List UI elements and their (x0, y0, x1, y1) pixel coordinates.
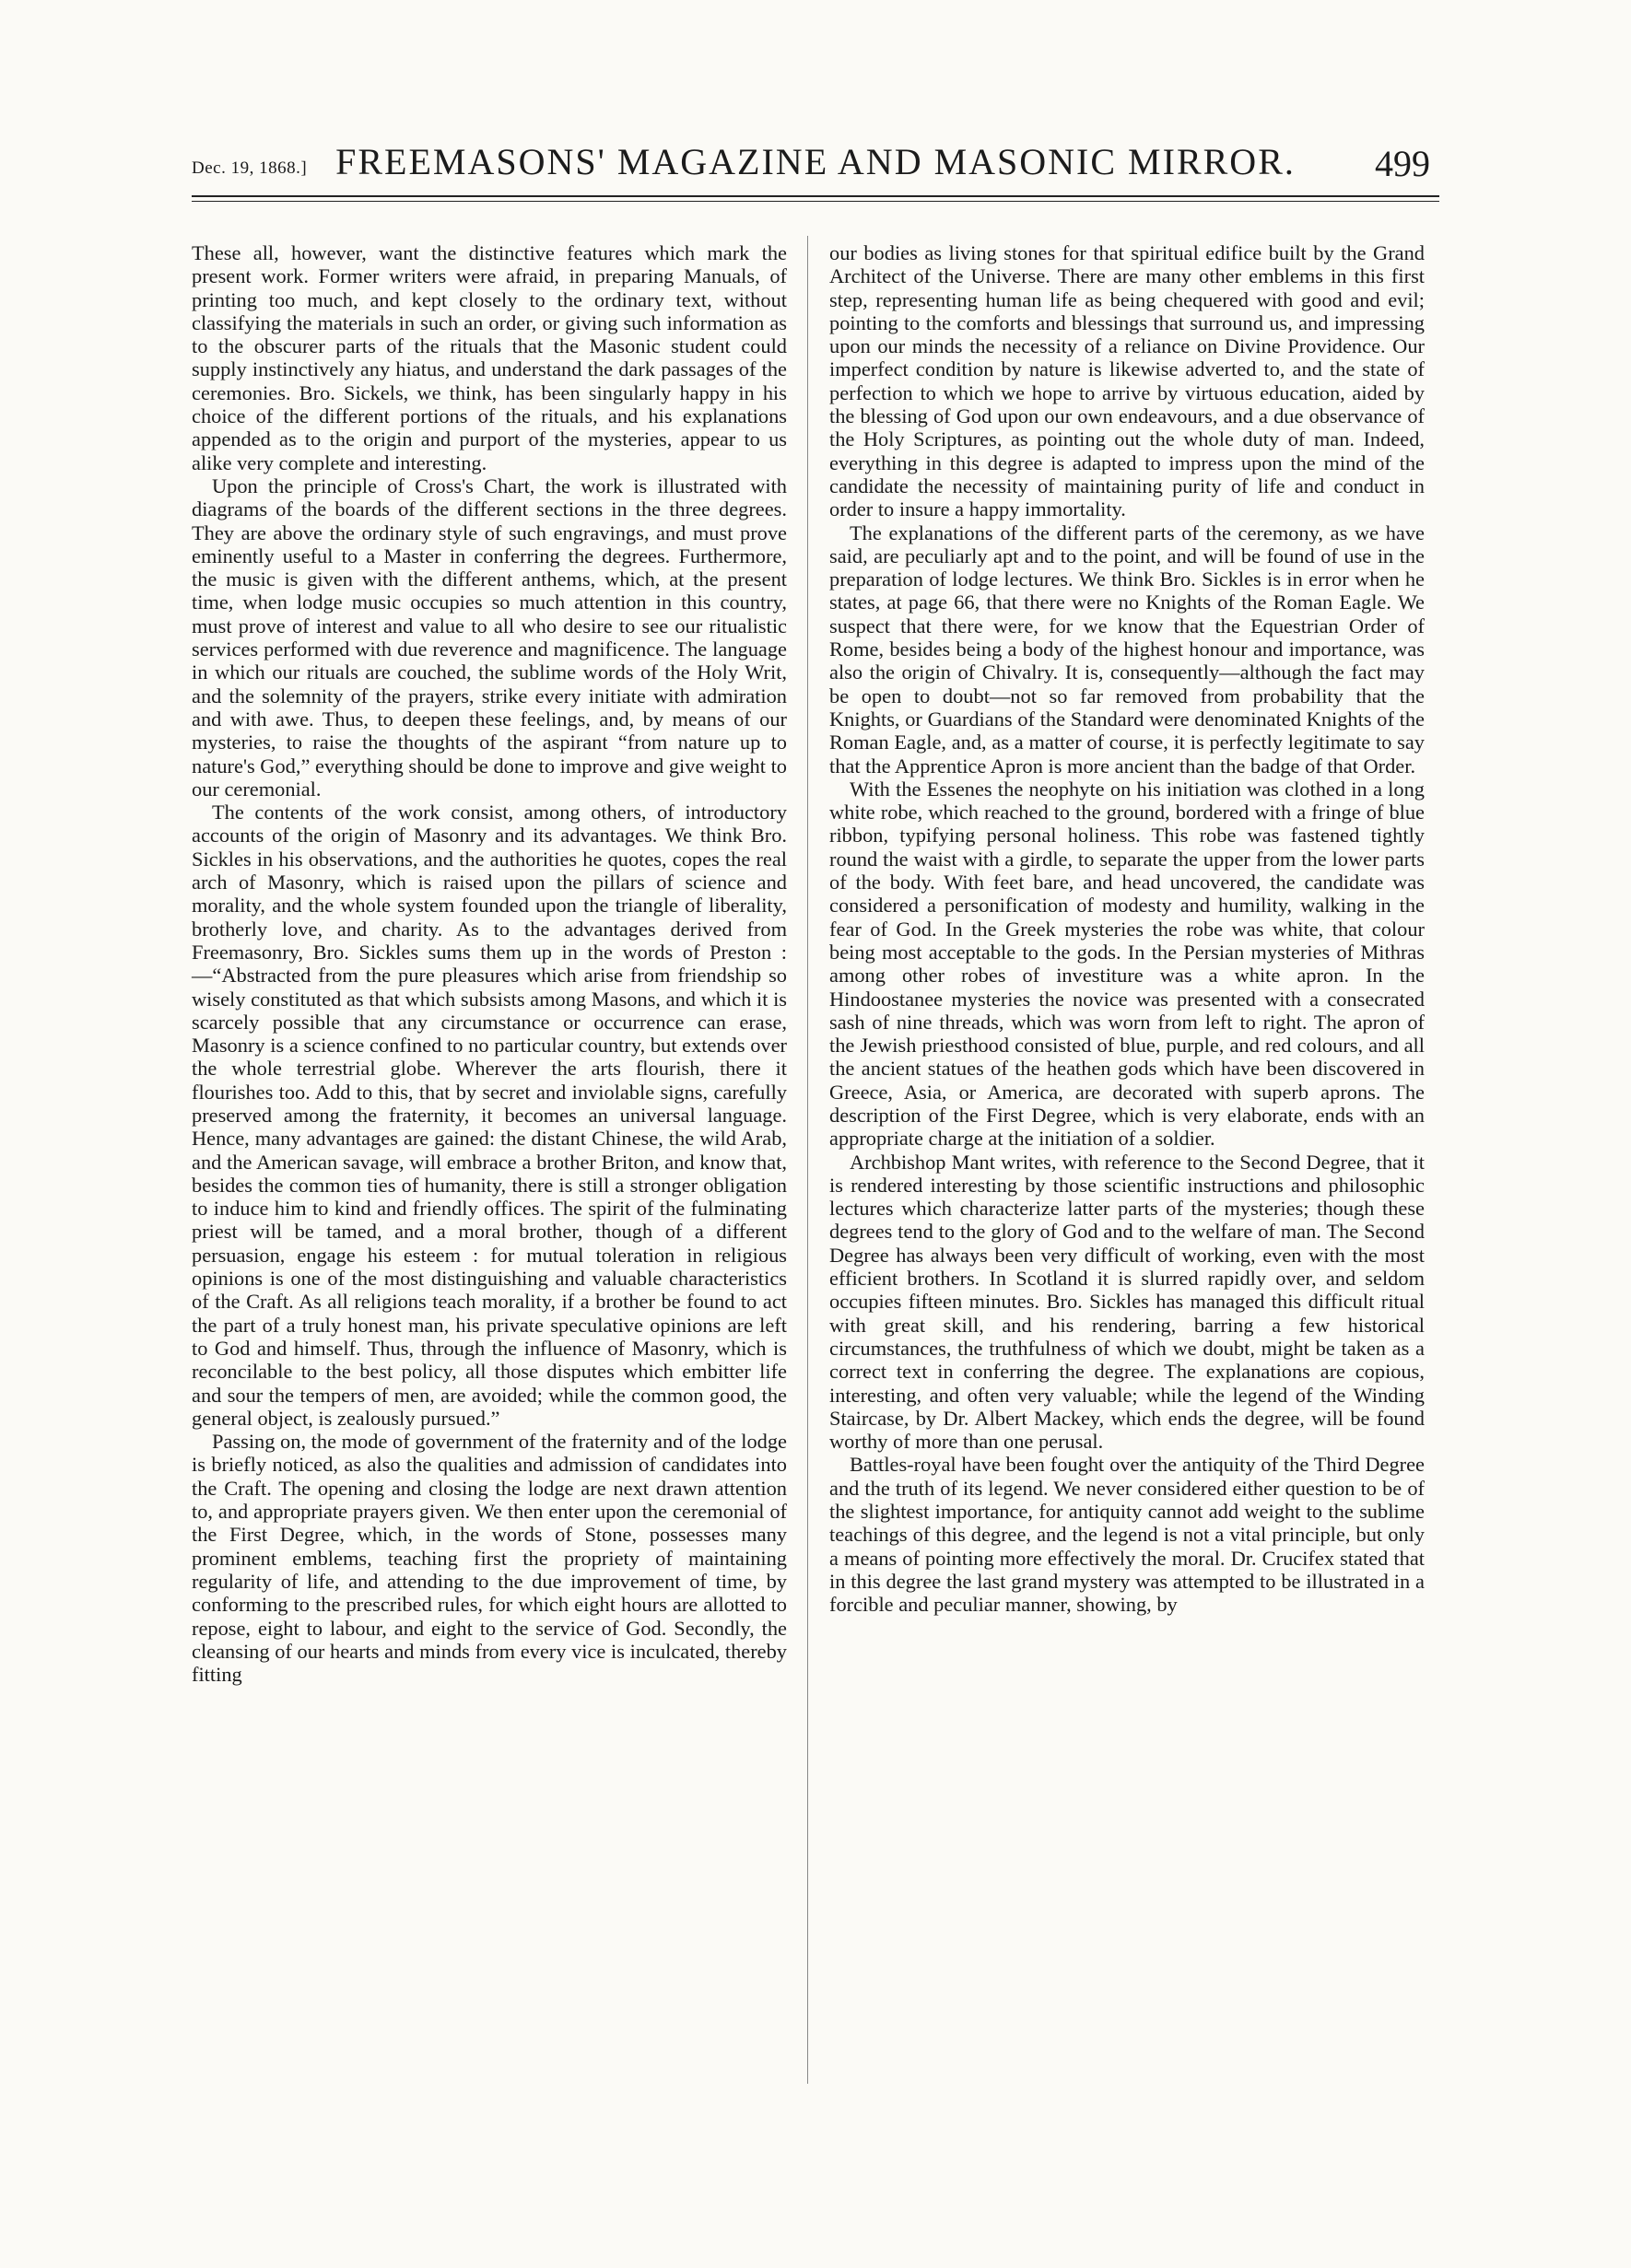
header-rule-thick (192, 195, 1439, 197)
masthead-title: FREEMASONS' MAGAZINE AND MASONIC MIRROR. (335, 141, 1296, 182)
right-column (829, 241, 1425, 1617)
paragraph: These all, however, want the distinctive features which mark the present work. Former writers were afraid, in preparing Manuals, of printing too much, and kept closely to the ordinary text, without classifying the materials in such an order, or giving such information as to the obscurer parts of the rituals that the Masonic student could supply instinctively any hiatus, and understand the dark passages of the ceremonies. Bro. Sickels, we think, has been singularly happy in his choice of the different portions of the rituals, and his explanations appended as to the origin and purport of the mysteries, appear to us alike very complete and interesting. (192, 241, 787, 474)
paragraph: The explanations of the different parts of the ceremony, as we have said, are peculiarly apt and to the point, and will be found of use in the preparation of lodge lectures. We think Bro. Sickles is in error when he states, at page 66, that there were no Knights of the Roman Eagle. We suspect that there were, for we know that the Equestrian Order of Rome, besides being a body of the highest honour and importance, was also the origin of Chivalry. It is, consequently—although the fact may be open to doubt—not so far removed from probability that the Knights, or Guardians of the Standard were denominated Knights of the Roman Eagle, and, as a matter of course, it is perfectly legitimate to say that the Apprentice Apron is more ancient than the badge of that Order. (829, 520, 1425, 777)
page-number: 499 (1375, 143, 1430, 184)
paragraph: With the Essenes the neophyte on his initiation was clothed in a long white robe, which reached to the ground, bordered with a fringe of blue ribbon, typifying personal holiness. This robe was fastened tightly round the waist with a girdle, to separate the upper from the lower parts of the body. With feet bare, and head uncovered, the candidate was considered a personification of modesty and humility, walking in the fear of God. In the Greek mysteries the robe was white, that colour being most acceptable to the gods. In the Persian mysteries of Mithras among other robes of investiture was a white apron. In the Hindoostanee mysteries the novice was presented with a consecrated sash of nine threads, which was worn from left to right. The apron of the Jewish priesthood consisted of blue, purple, and red colours, and all the ancient statues of the heathen gods which have been discovered in Greece, Asia, or America, are decorated with superb aprons. The description of the First Degree, which is very elaborate, ends with an appropriate charge at the initiation of a soldier. (829, 777, 1425, 1151)
paragraph: Archbishop Mant writes, with reference to the Second Degree, that it is rendered interesting by those scientific instructions and philosophic lectures which characterize latter parts of the mysteries; though these degrees tend to the glory of God and to the welfare of man. The Second Degree has always been very difficult of working, even with the most efficient brothers. In Scotland it is slurred rapidly over, and seldom occupies fifteen minutes. Bro. Sickles has managed this difficult ritual with great skill, and his rendering, barring a few historical circumstances, the truthfulness of which we doubt, might be taken as a correct text in conferring the degree. The explanations are copious, interesting, and often very valuable; while the legend of the Winding Staircase, by Dr. Albert Mackey, which ends the degree, will be found worthy of more than one perusal. (829, 1150, 1425, 1454)
paragraph: Passing on, the mode of government of the fraternity and of the lodge is briefly noticed, as also the qualities and admission of candidates into the Craft. The opening and closing the lodge are next drawn attention to, and appropriate prayers given. We then enter upon the ceremonial of the First Degree, which, in the words of Stone, possesses many prominent emblems, teaching first the propriety of maintaining regularity of life, and attending to the due improvement of time, by conforming to the prescribed rules, for which eight hours are allotted to repose, eight to labour, and eight to the service of God. Secondly, the cleansing of our hearts and minds from every vice is inculcated, thereby fitting (192, 1430, 787, 1687)
paragraph: Battles-royal have been fought over the antiquity of the Third Degree and the truth of its legend. We never considered either question to be of the slightest importance, for antiquity cannot add weight to the sublime teachings of this degree, and the legend is not a vital principle, but only a means of pointing more effectively the moral. Dr. Crucifex stated that in this degree the last grand mystery was attempted to be illustrated in a forcible and peculiar manner, showing, by (829, 1453, 1425, 1617)
left-column (192, 241, 787, 1686)
issue-date: Dec. 19, 1868.] (192, 158, 308, 178)
header-rule-thin (192, 201, 1439, 202)
page-header (192, 129, 1439, 184)
column-divider (807, 236, 808, 2084)
paragraph: Upon the principle of Cross's Chart, the work is illustrated with diagrams of the boards of the different sections in the three degrees. They are above the ordinary style of such engravings, and must prove eminently useful to a Master in conferring the degrees. Furthermore, the music is given with the different anthems, which, at the present time, when lodge music occupies so much attention in this country, must prove of interest and value to all who desire to see our ritualistic services performed with due reverence and magnificence. The language in which our rituals are couched, the sublime words of the Holy Writ, and the solemnity of the prayers, strike every initiate with admiration and with awe. Thus, to deepen these feelings, and, by means of our mysteries, to raise the thoughts of the aspirant “from nature up to nature's God,” everything should be done to improve and give weight to our ceremonial. (192, 473, 787, 801)
paragraph: The contents of the work consist, among others, of introductory accounts of the origin of Masonry and its advantages. We think Bro. Sickles in his observations, and the authorities he quotes, copes the real arch of Masonry, which is raised upon the pillars of science and morality, and the whole system founded upon the triangle of liberality, brotherly love, and charity. As to the advantages derived from Freemasonry, Bro. Sickles sums them up in the words of Preston :—“Abstracted from the pure pleasures which arise from friendship so wisely constituted as that which subsists among Masons, and which it is scarcely possible that any circumstance or occurrence can erase, Masonry is a science confined to no particular country, but extends over the whole terrestrial globe. Wherever the arts flourish, there it flourishes too. Add to this, that by secret and inviolable signs, carefully preserved among the fraternity, it becomes an universal language. Hence, many advantages are gained: the distant Chinese, the wild Arab, and the American savage, will embrace a brother Briton, and know that, besides the common ties of humanity, there is still a stronger obligation to induce him to kind and friendly offices. The spirit of the fulminating priest will be tamed, and a moral brother, though of a different persuasion, engage his esteem : for mutual toleration in religious opinions is one of the most distinguishing and valuable characteristics of the Craft. As all religions teach morality, if a brother be found to act the part of a truly honest man, his private speculative opinions are left to God and himself. Thus, through the influence of Masonry, which is reconcilable to the best policy, all those disputes which embitter life and sour the tempers of men, are avoided; while the common good, the general object, is zealously pursued.” (192, 801, 787, 1430)
paragraph: our bodies as living stones for that spiritual edifice built by the Grand Architect of the Universe. There are many other emblems in this first step, representing human life as being chequered with good and evil; pointing to the comforts and blessings that surround us, and impressing upon our minds the necessity of a reliance on Divine Providence. Our imperfect condition by nature is likewise adverted to, and the state of perfection to which we hope to arrive by virtuous education, aided by the blessing of God upon our own endeavours, and a due observance of the Holy Scriptures, as pointing out the whole duty of man. Indeed, everything in this degree is adapted to impress upon the mind of the candidate the necessity of maintaining purity of life and conduct in order to insure a happy immortality. (829, 241, 1425, 521)
